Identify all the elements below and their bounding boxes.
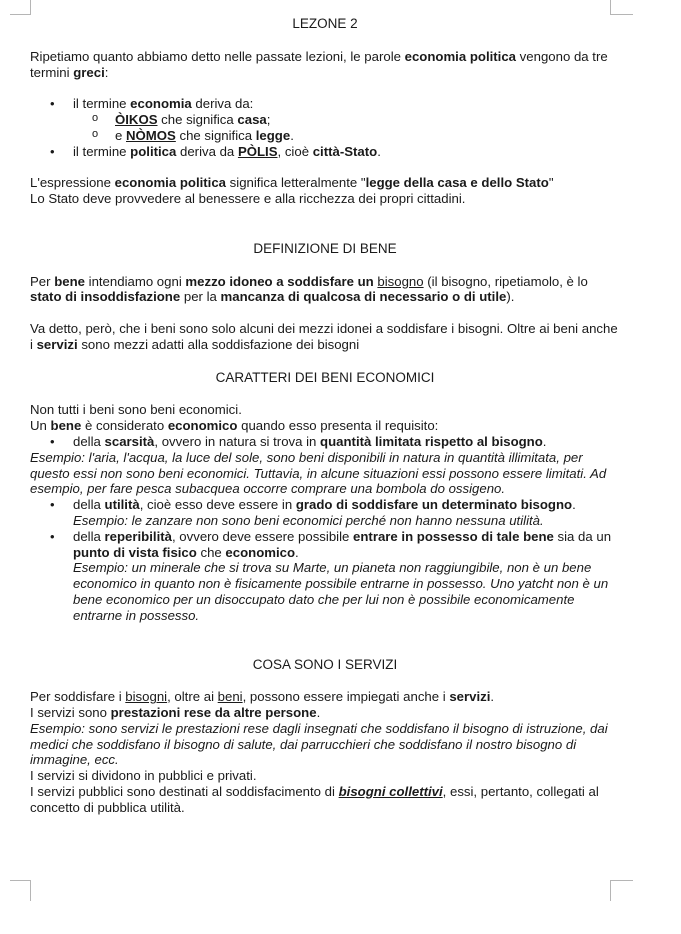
list-item: • della reperibilità, ovvero deve essere possibile entrare in possesso di tale bene sia da un punto di vista fisico che economico. Esempio: un minerale che si trova su Marte, un pianeta non raggiungibile, non è un bene economico in quanto non è fisicamente possibile entrarne in possesso. Uno yatcht non è un bene economico per un disoccupato dato che per lui non è possibile economicamente entrarne in possesso. bbox=[30, 529, 620, 624]
example-text: Esempio: un minerale che si trova su Marte, un pianeta non raggiungibile, non è un bene economico in quanto non è fisicamente possibile entrarne in possesso. Uno yatcht non è un bene economico per un disoccupato dato che per lui non è possibile economicamente entrarne in possesso. bbox=[73, 560, 609, 623]
example-text: Esempio: l'aria, l'acqua, la luce del sole, sono beni disponibili in natura in quantità illimitata, per questo essi non sono beni economici. Tuttavia, in alcune situazioni essi possono essere limitati. Ad esempio, per fare pesca subacquea occorre comprare una bombola do ossigeno. bbox=[30, 449, 607, 497]
example-text: Esempio: sono servizi le prestazioni rese dagli insegnati che soddisfano il bisogno di istruzione, dai medici che soddisfano il bisogno di salute, dai parrucchieri che soddisfano il nostro bisogno di immagine, ecc. bbox=[30, 720, 608, 768]
text-line: I servizi sono prestazioni rese da altre persone. bbox=[30, 705, 321, 721]
etymology-list bbox=[30, 96, 620, 159]
requirements-list bbox=[30, 497, 620, 623]
definition-paragraph: Per bene intendiamo ogni mezzo idoneo a soddisfare un bisogno (il bisogno, ripetiamolo, è lo stato di insoddisfazione per la mancanza di qualcosa di necessario o di utile). bbox=[30, 273, 588, 305]
requirements-list bbox=[30, 434, 620, 450]
meaning-paragraph: L'espressione economia politica significa letteralmente "legge della casa e dello Stato" bbox=[30, 175, 554, 191]
page-corner-mark bbox=[10, 880, 31, 901]
page-corner-mark bbox=[10, 0, 31, 15]
section-heading: CARATTERI DEI BENI ECONOMICI bbox=[215, 369, 435, 385]
page-corner-mark bbox=[610, 0, 633, 15]
document-page bbox=[30, 16, 620, 816]
text-line: I servizi pubblici sono destinati al soddisfacimento di bisogni collettivi, essi, pertanto, collegati al concetto di pubblica utilità. bbox=[30, 784, 599, 815]
section-heading: COSA SONO I SERVIZI bbox=[252, 656, 398, 672]
page-title: LEZONE 2 bbox=[292, 16, 358, 31]
text-line: Per soddisfare i bisogni, oltre ai beni, possono essere impiegati anche i servizi. bbox=[30, 689, 495, 705]
list-item: o ÒIKOS che significa casa; bbox=[30, 112, 620, 128]
text-line: Non tutti i beni sono beni economici. bbox=[30, 402, 242, 418]
list-item: • il termine economia deriva da: o ÒIKOS che significa casa; o e NÒMOS che significa legge. bbox=[30, 96, 620, 143]
list-item: o e NÒMOS che significa legge. bbox=[30, 128, 620, 144]
list-item: • della utilità, cioè esso deve essere in grado di soddisfare un determinato bisogno. Esempio: le zanzare non sono beni economici perché non hanno nessuna utilità. bbox=[30, 497, 620, 529]
services-note-paragraph: Va detto, però, che i beni sono solo alcuni dei mezzi idonei a soddisfare i bisogni. Oltre ai beni anche i servizi sono mezzi adatti alla soddisfazione dei bisogni bbox=[30, 320, 618, 352]
list-item: • il termine politica deriva da PÒLIS, cioè città-Stato. bbox=[30, 144, 620, 160]
meaning-line: Lo Stato deve provvedere al benessere e alla ricchezza dei propri cittadini. bbox=[30, 190, 466, 206]
intro-paragraph: Ripetiamo quanto abbiamo detto nelle passate lezioni, le parole economia politica vengono da tre termini greci: bbox=[30, 48, 608, 80]
list-item: • della scarsità, ovvero in natura si trova in quantità limitata rispetto al bisogno. bbox=[30, 434, 620, 450]
text-line: Un bene è considerato economico quando esso presenta il requisito: bbox=[30, 418, 439, 434]
page-corner-mark bbox=[610, 880, 633, 901]
example-text: Esempio: le zanzare non sono beni economici perché non hanno nessuna utilità. bbox=[73, 512, 544, 528]
section-heading: DEFINIZIONE DI BENE bbox=[253, 240, 397, 256]
sub-list bbox=[30, 112, 620, 144]
text-line: I servizi si dividono in pubblici e privati. bbox=[30, 768, 257, 784]
